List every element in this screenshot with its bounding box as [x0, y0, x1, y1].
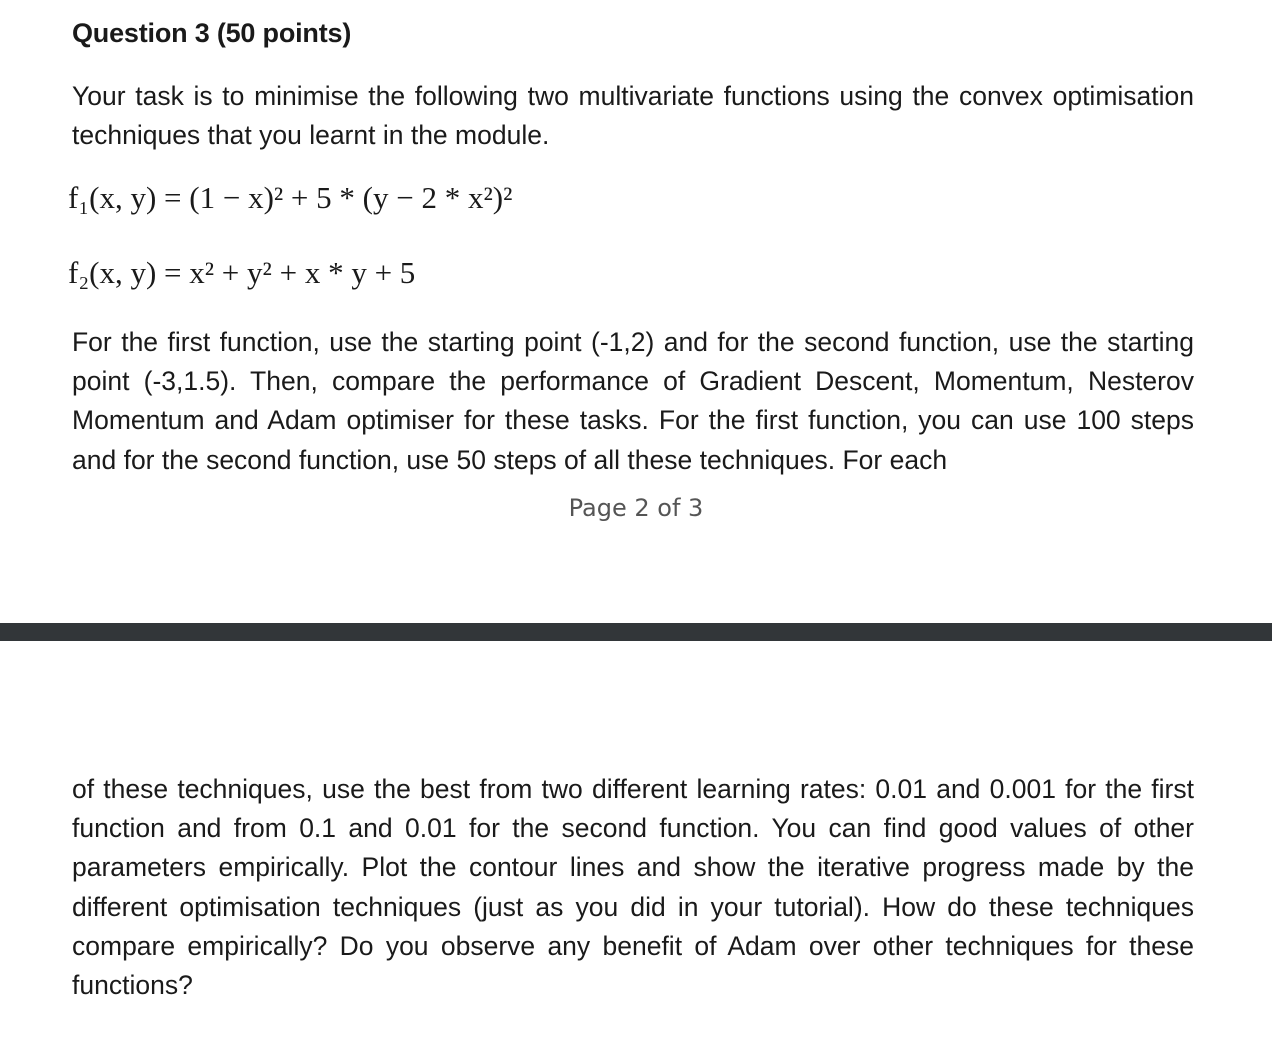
page-number: Page 2 of 3 [568, 494, 704, 522]
page-divider [0, 623, 1272, 641]
instructions-continued-paragraph: of these techniques, use the best from two different learning rates: 0.01 and 0.001 for the first function and from 0.1 and 0.01 for the second function. You can find good values of other parameters empirically. Plot the contour lines and show the iterative progress made by the different optimisation techniques (just as you did in your tutorial). How do these techniques compare empirically? Do you observe any benefit of Adam over other techniques for these functions? [72, 774, 1194, 1001]
instructions-paragraph: For the first function, use the starting point (-1,2) and for the second function, use the starting point (-3,1.5). Then, compare the performance of Gradient Descent, Momentum, Nesterov Momentum and Adam optimiser for these tasks. For the first function, you can use 100 steps and for the second function, use 50 steps of all these techniques. For each [72, 327, 1194, 475]
question-title: Question 3 (50 points) [72, 18, 352, 48]
question-intro: Your task is to minimise the following two multivariate functions using the convex optimisation techniques that you learnt in the module. [72, 81, 1194, 151]
formula-f2: f₂(x, y) = x² + y² + x * y + 5 [68, 255, 416, 290]
formula-f1: f₁(x, y) = (1 − x)² + 5 * (y − 2 * x²)² [68, 180, 513, 215]
